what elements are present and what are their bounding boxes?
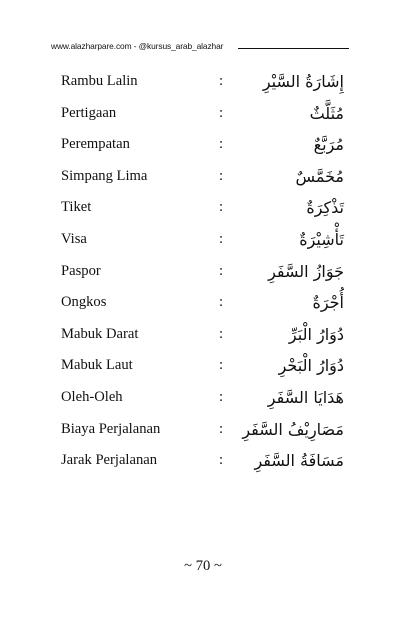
arabic-term: مُخَمَّسٌ — [295, 166, 344, 186]
arabic-term: هَدَايَا السَّفَرِ — [267, 387, 344, 407]
indonesian-term: Paspor — [61, 262, 101, 279]
page-number: ~ 70 ~ — [184, 558, 222, 574]
separator: : — [219, 452, 224, 469]
arabic-term: إِشَارَةُ السَّيْرِ — [262, 72, 344, 91]
indonesian-term: Tiket — [61, 199, 92, 216]
vocab-row — [0, 224, 406, 256]
separator: : — [219, 104, 224, 121]
separator: : — [219, 73, 224, 89]
separator: : — [219, 325, 224, 342]
separator: : — [219, 199, 224, 216]
vocab-row — [0, 319, 406, 351]
indonesian-term: Oleh-Oleh — [61, 388, 123, 405]
vocab-row — [0, 414, 406, 446]
indonesian-term: Mabuk Laut — [61, 357, 133, 374]
indonesian-term: Ongkos — [61, 294, 107, 311]
header-underline — [238, 48, 349, 49]
indonesian-term: Visa — [61, 230, 87, 247]
indonesian-term: Simpang Lima — [61, 167, 148, 184]
arabic-term: دُوَارُ الْبَحْرِ — [278, 356, 344, 376]
arabic-term: مُرَبَّعٌ — [313, 135, 344, 155]
arabic-term: تَذْكِرَةٌ — [306, 198, 344, 218]
vocab-row — [0, 192, 406, 224]
separator: : — [219, 262, 224, 279]
vocab-row — [0, 382, 406, 414]
arabic-term: جَوَازُ السَّفَرِ — [268, 261, 344, 281]
separator: : — [219, 420, 224, 437]
separator: : — [219, 167, 224, 184]
arabic-term: مُثَلَّثٌ — [309, 103, 344, 123]
indonesian-term: Rambu Lalin — [61, 73, 138, 89]
vocab-row — [0, 98, 406, 130]
arabic-term: مَسَافَةُ السَّفَرِ — [254, 451, 344, 471]
vocab-row — [0, 66, 406, 98]
separator: : — [219, 230, 224, 247]
indonesian-term: Perempatan — [61, 136, 130, 153]
arabic-term: أُجْرَةٌ — [312, 293, 344, 313]
arabic-term: دُوَارُ الْبَرِّ — [288, 324, 344, 344]
separator: : — [219, 357, 224, 374]
vocab-row — [0, 350, 406, 382]
page-header: www.alazharpare.com - @kursus_arab_alazhar — [51, 41, 224, 51]
indonesian-term: Mabuk Darat — [61, 325, 139, 342]
indonesian-term: Biaya Perjalanan — [61, 420, 161, 437]
vocab-row — [0, 256, 406, 288]
indonesian-term: Jarak Perjalanan — [61, 452, 158, 469]
vocab-row — [0, 445, 406, 477]
separator: : — [219, 136, 224, 153]
separator: : — [219, 294, 224, 311]
vocab-row — [0, 287, 406, 319]
vocabulary-list — [0, 66, 406, 477]
arabic-term: مَصَارِيْفُ السَّفَرِ — [242, 419, 344, 439]
arabic-term: تَأْشِيْرَةٌ — [299, 229, 344, 249]
indonesian-term: Pertigaan — [61, 104, 117, 121]
vocab-row — [0, 161, 406, 193]
separator: : — [219, 388, 224, 405]
vocab-row — [0, 129, 406, 161]
